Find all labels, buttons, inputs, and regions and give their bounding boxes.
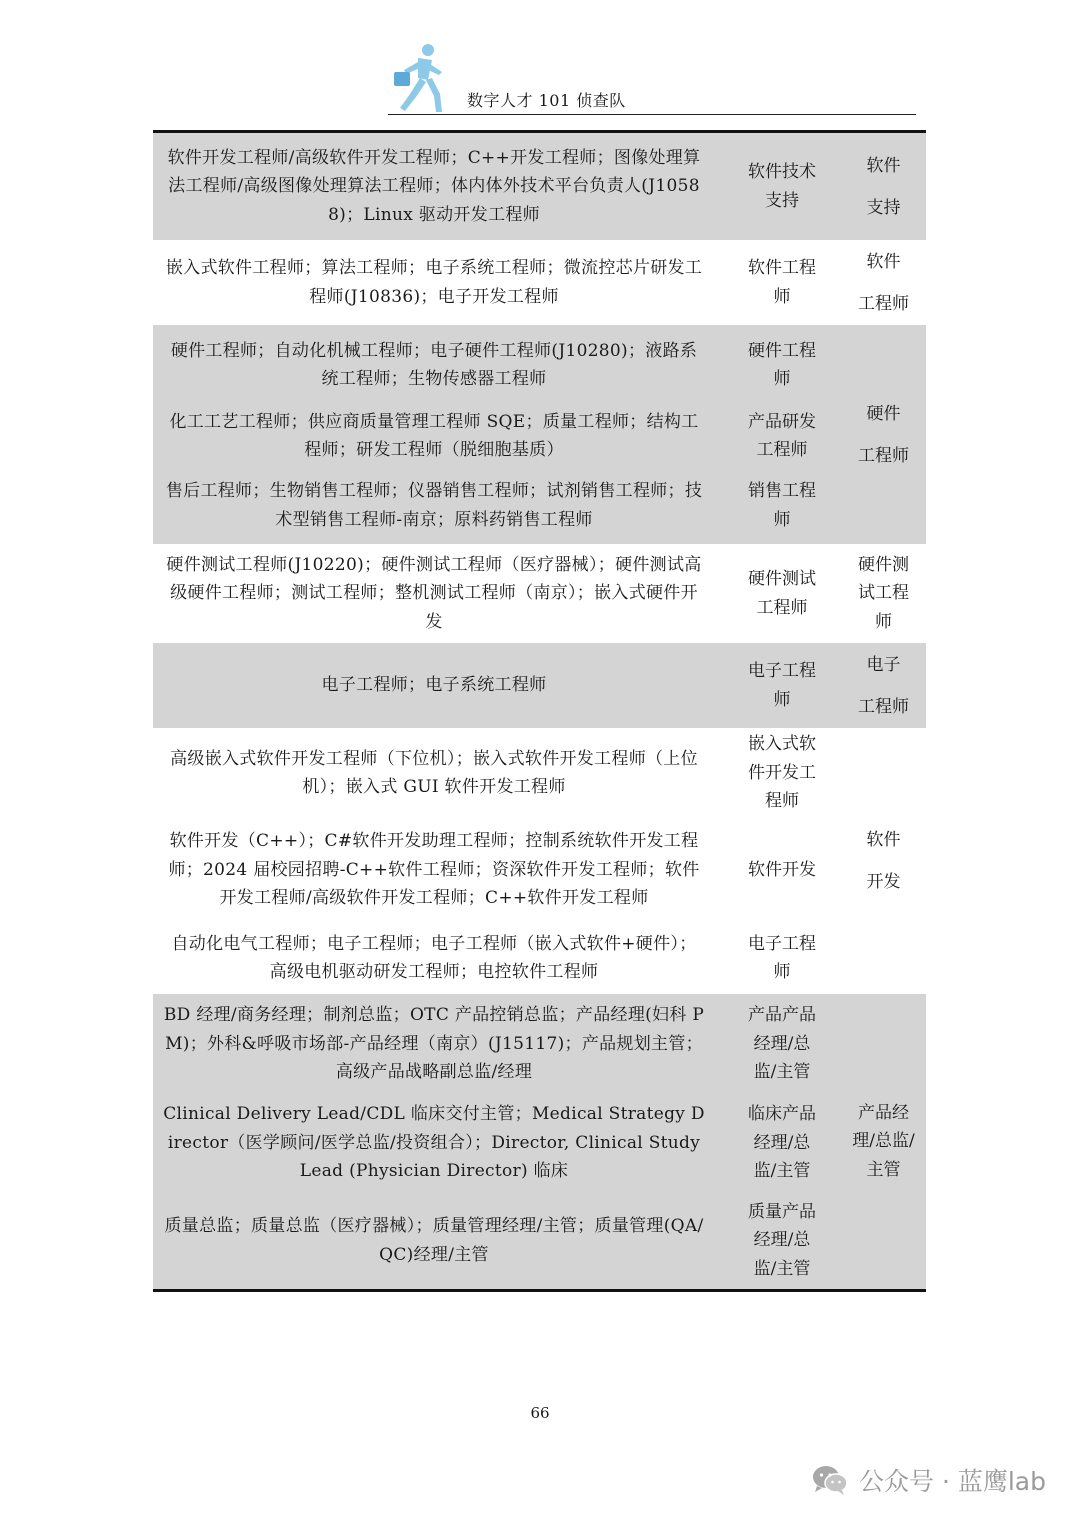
category-cell: 产品研发工程师 bbox=[748, 411, 816, 460]
job-table bbox=[153, 130, 926, 1292]
table-row bbox=[153, 405, 843, 467]
job-titles-cell: 化工工艺工程师；供应商质量管理工程师 SQE；质量工程师；结构工程师；研发工程师（脱细胞基质） bbox=[169, 411, 699, 460]
broad-category-cell: 产品经理/总监/主管 bbox=[852, 1102, 915, 1180]
table-row bbox=[153, 994, 843, 1094]
broad-category-cell: 软件 支持 bbox=[866, 155, 901, 218]
job-titles-cell: 自动化电气工程师；电子工程师；电子工程师（嵌入式软件+硬件）；高级电机驱动研发工程师；电控软件工程师 bbox=[171, 933, 697, 982]
table-group bbox=[153, 643, 926, 728]
category-cell: 软件工程师 bbox=[748, 258, 816, 307]
header-rule bbox=[388, 114, 916, 115]
runner-logo-icon bbox=[388, 42, 444, 114]
category-cell: 电子工程师 bbox=[748, 661, 816, 710]
table-row bbox=[153, 643, 843, 728]
broad-category-cell: 硬件测试工程师 bbox=[858, 554, 909, 632]
header-title: 数字人才 101 侦查队 bbox=[467, 91, 626, 110]
category-cell: 产品产品经理/总监/主管 bbox=[748, 1005, 816, 1083]
table-row bbox=[153, 544, 843, 643]
job-titles-cell: 软件开发工程师/高级软件开发工程师；C++开发工程师；图像处理算法工程师/高级图像处理算法工程师；体内体外技术平台负责人(J10588)；Linux 驱动开发工程师 bbox=[167, 147, 701, 225]
job-titles-cell: 售后工程师；生物销售工程师；仪器销售工程师；试剂销售工程师；技术型销售工程师-南京；原料药销售工程师 bbox=[165, 481, 703, 530]
wechat-icon bbox=[811, 1464, 849, 1496]
broad-category-cell: 硬件 工程师 bbox=[858, 403, 909, 466]
category-cell: 电子工程师 bbox=[748, 933, 816, 982]
category-cell: 硬件测试工程师 bbox=[748, 569, 816, 618]
table-row bbox=[153, 1094, 843, 1192]
table-row bbox=[153, 922, 843, 994]
job-titles-cell: 电子工程师；电子系统工程师 bbox=[321, 675, 547, 696]
job-titles-cell: 软件开发（C++）；C#软件开发助理工程师；控制系统软件开发工程师；2024 届校园招聘-C++软件工程师；资深软件开发工程师；软件开发工程师/高级软件开发工程师；C++软件开发工程师 bbox=[168, 831, 700, 909]
broad-category-cell: 软件 开发 bbox=[866, 830, 901, 892]
broad-category-cell: 电子 工程师 bbox=[858, 654, 909, 717]
job-titles-cell: 质量总监；质量总监（医疗器械）；质量管理经理/主管；质量管理(QA/QC)经理/主管 bbox=[164, 1216, 704, 1265]
job-titles-cell: 硬件测试工程师(J10220)；硬件测试工程师（医疗器械）；硬件测试高级硬件工程师；测试工程师；整机测试工程师（南京）；嵌入式硬件开发 bbox=[166, 554, 702, 632]
job-titles-cell: 硬件工程师；自动化机械工程师；电子硬件工程师(J10280)；液路系统工程师；生物传感器工程师 bbox=[170, 340, 698, 389]
category-cell: 软件技术支持 bbox=[748, 162, 816, 211]
table-group bbox=[153, 994, 926, 1289]
table-row bbox=[153, 325, 843, 405]
table-group bbox=[153, 728, 926, 994]
category-cell: 销售工程师 bbox=[748, 481, 816, 530]
job-titles-cell: Clinical Delivery Lead/CDL 临床交付主管；Medical Strategy Director（医学顾问/医学总监/投资组合）；Director, Clinical Study Lead (Physician Director) 临床 bbox=[163, 1104, 705, 1182]
table-group bbox=[153, 544, 926, 643]
table-row bbox=[153, 1192, 843, 1289]
category-cell: 临床产品经理/总监/主管 bbox=[748, 1104, 816, 1182]
watermark bbox=[811, 1462, 1046, 1498]
table-row bbox=[153, 133, 843, 240]
job-titles-cell: 高级嵌入式软件开发工程师（下位机）；嵌入式软件开发工程师（上位机）；嵌入式 GUI 软件开发工程师 bbox=[170, 748, 698, 797]
category-cell: 硬件工程师 bbox=[748, 340, 816, 389]
table-group bbox=[153, 133, 926, 240]
category-cell: 质量产品经理/总监/主管 bbox=[748, 1201, 816, 1279]
page-number: 66 bbox=[530, 1404, 550, 1422]
watermark-text: 公众号 · 蓝鹰lab bbox=[859, 1467, 1046, 1496]
table-group bbox=[153, 325, 926, 544]
category-cell: 软件开发 bbox=[748, 859, 816, 880]
job-titles-cell: 嵌入式软件工程师；算法工程师；电子系统工程师；微流控芯片研发工程师(J10836)；电子开发工程师 bbox=[165, 258, 703, 307]
table-row bbox=[153, 728, 843, 818]
table-group bbox=[153, 240, 926, 325]
broad-category-cell: 软件 工程师 bbox=[858, 251, 909, 314]
table-row bbox=[153, 467, 843, 544]
table-row bbox=[153, 818, 843, 922]
job-titles-cell: BD 经理/商务经理；制剂总监；OTC 产品控销总监；产品经理(妇科 PM)；外科&呼吸市场部-产品经理（南京）(J15117)；产品规划主管；高级产品战略副总监/经理 bbox=[163, 1005, 705, 1083]
category-cell: 嵌入式软件开发工程师 bbox=[748, 734, 816, 812]
table-row bbox=[153, 240, 843, 325]
